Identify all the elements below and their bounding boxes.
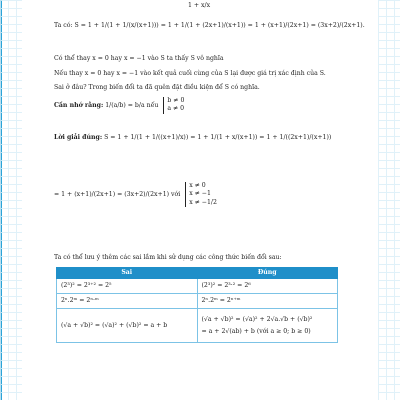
final-result-expression: = 1 + (x+1)/(2x+1) = (3x+2)/(2x+1) với	[54, 191, 181, 199]
remember-condition-b: b ≠ 0	[167, 97, 185, 104]
first-derivation-prefix: Ta có:	[54, 22, 73, 29]
header-wrong: Sai	[57, 268, 198, 279]
left-grid-margin	[0, 0, 22, 400]
wrong-cell: (√a + √b)² = (√a)² + (√b)² = a + b	[57, 309, 198, 343]
wrong-cell: (2³)² = 2³⁺² = 2⁵	[57, 279, 198, 294]
document-page	[54, 0, 365, 400]
wrong-cell: 2ⁿ.2ᵐ = 2ⁿ·ᵐ	[57, 294, 198, 309]
table-row	[57, 294, 338, 309]
first-derivation-expression: S = 1 + 1/(1 + 1/(x/(x+1))) = 1 + 1/(1 + (2x+1)/(x+1)) = 1 + (x+1)/(2x+1) = (3x+2)/(2x+1).	[74, 22, 365, 29]
remember-condition-a: a ≠ 0	[167, 105, 185, 113]
right-cell	[197, 309, 338, 343]
right-cell: 2ⁿ.2ᵐ = 2ⁿ⁺ᵐ	[197, 294, 338, 309]
observation-line: Có thể thay x = 0 hay x = −1 vào S ta thấy S vô nghĩa	[54, 55, 224, 62]
table-header-row	[57, 268, 338, 279]
header-right: Đúng	[197, 268, 338, 279]
final-result	[54, 182, 217, 207]
correct-solution-label: Lời giải đúng:	[54, 134, 103, 141]
note-line: Ta có thể lưu ý thêm các sai lầm khi sử dụng các công thức biến đổi sau:	[54, 254, 282, 261]
remember-expression: 1/(a/b) = b/a nếu	[105, 101, 159, 109]
first-derivation	[54, 22, 365, 30]
remember-label: Cần nhớ rằng:	[54, 101, 104, 109]
condition-x-not-minus-one: x ≠ −1	[189, 190, 211, 198]
right-cell: (2³)² = 2³·² = 2⁶	[197, 279, 338, 294]
final-result-conditions	[185, 182, 217, 207]
table-row	[57, 279, 338, 294]
remember-block	[54, 97, 184, 114]
condition-x-not-minus-half: x ≠ −1/2	[189, 198, 217, 206]
right-cell-line-2: = a + 2√(ab) + b (với a ≥ 0; b ≥ 0)	[201, 327, 311, 335]
top-fragment: 1 + x/x	[188, 2, 211, 9]
right-cell-line-1: (√a + √b)² = (√a)² + 2√a.√b + (√b)²	[201, 315, 313, 323]
error-explanation: Sai ở đâu? Trong biến đổi ta đã quên đặt điều kiện để S có nghĩa.	[54, 84, 260, 91]
correct-solution	[54, 134, 331, 142]
condition-x-not-zero: x ≠ 0	[189, 182, 206, 189]
comparison-table	[56, 267, 338, 343]
right-grid-margin	[378, 0, 400, 400]
correct-solution-expression: S = 1 + 1/(1 + 1/((x+1)/x)) = 1 + 1/(1 + x/(x+1)) = 1 + 1/((2x+1)/(x+1))	[104, 134, 332, 141]
remember-conditions	[163, 97, 184, 114]
contradiction-line: Nếu thay x = 0 hay x = −1 vào kết quả cuối cùng của S lại được giá trị xác định của S.	[54, 70, 326, 77]
table-row	[57, 309, 338, 343]
